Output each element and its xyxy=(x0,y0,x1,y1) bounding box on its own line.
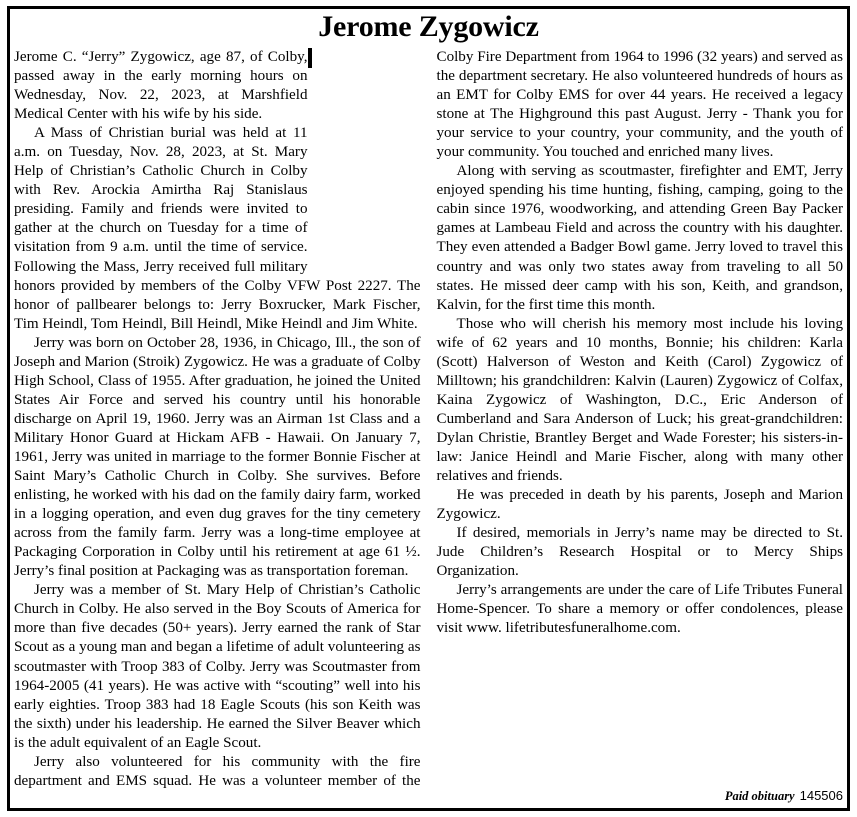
paragraph: Jerry also volunteered for his community with the fire department and EMS squad. He was a volunteer member of the Colby Fire Department from 1964 to 1996 (32 years) and served as the department secretary. He also volunteered hundreds of hours as an EMT for Colby EMS for over 44 years. He received a legacy stone at The Highground this past August. Jerry - Thank you for your service to your country, your community, and the youth of your community. You touched and enriched many lives. xyxy=(14,49,843,789)
paragraph: Those who will cherish his memory most include his loving wife of 62 years and 10 months, Bonnie; his children: Karla (Scott) Halverson of Weston and Keith (Carol) Zygowicz of Milltown; his grandchildren: Kalvin (Lauren) Zygowicz of Colfax, Kaina Zygowicz of Washington, D.C., Eric Anderson of Cumberland and Sara Anderson of Luck; his great-grandchildren: Dylan Christie, Brantley Berget and Wade Forester; his sisters-in-law: Janice Heindl and Marie Fischer, along with many other relatives and friends. xyxy=(436,315,843,485)
paragraph: Jerry was a member of St. Mary Help of Christian’s Catholic Church in Colby. He also served in the Boy Scouts of America for more than five decades (50+ years). Jerry earned the rank of Star Scout as a young man and began a lifetime of adult volunteering as scoutmaster with Troop 383 of Colby. Jerry was Scoutmaster from 1964-2005 (41 years). He was active with “scouting” well into his early eighties. Troop 383 had 18 Eagle Scouts (his son Keith was the sixth) under his leadership. He earned the Silver Beaver which is the adult equivalent of an Eagle Scout. xyxy=(14,582,421,751)
portrait-photo-image xyxy=(308,48,312,68)
paragraph: A Mass of Christian burial was held at 11 a.m. on Tuesday, Nov. 28, 2023, at St. Mary Help of Christian’s Catholic Church in Colby with Rev. Arockia Amirtha Raj Stanislaus presiding. Family and friends were invited to gather at the church on Tuesday for a time of visitation from 9 a.m. until the time of service. Following the Mass, Jerry received full military honors provided by members of the Colby VFW Post 2227. The honor of pallbearer belongs to: Jerry Boxrucker, Mark Fischer, Tim Heindl, Tom Heindl, Bill Heindl, Mike Heindl and Jim White. xyxy=(14,125,421,332)
paragraph: Jerry’s arrangements are under the care of Life Tributes Funeral Home-Spencer. To share a memory or offer condolences, please visit www. lifetributesfuneralhome.com. xyxy=(436,582,843,637)
paragraph: He was preceded in death by his parents, Joseph and Marion Zygowicz. xyxy=(436,487,843,523)
paragraph: If desired, memorials in Jerry’s name may be directed to St. Jude Children’s Research Hospital or to Mercy Ships Organization. xyxy=(436,525,843,580)
paragraph xyxy=(14,48,421,124)
obituary-reference-number: 145506 xyxy=(799,788,843,803)
portrait-photo-container xyxy=(308,49,421,264)
paid-obituary-label: Paid obituary xyxy=(724,789,795,803)
paragraph-text: Jerome C. “Jerry” Zygowicz, age 87, of Colby, passed away in the early morning hours on Wednesday, Nov. 22, 2023, at Marshfield Medical Center with his wife by his side. xyxy=(14,49,308,123)
page-content xyxy=(14,10,843,807)
footer xyxy=(725,787,843,805)
paragraph: Jerry was born on October 28, 1936, in Chicago, Ill., the son of Joseph and Marion (Stroik) Zygowicz. He was a graduate of Colby High School, Class of 1955. After graduation, he joined the United States Air Force and served his country until his honorable discharge on April 19, 1960. Jerry was an Airman 1st Class and a Military Honor Guard at Hickam AFB - Hawaii. On January 7, 1961, Jerry was united in marriage to the former Bonnie Fischer at Saint Mary’s Catholic Church in Colby. She survives. Before enlisting, he worked with his dad on the family dairy farm, worked in a logging operation, and even dug graves for the tiny cemetery across from the family farm. Jerry was a long-time employee at Packaging Corporation in Colby until his retirement at age 61 ½. Jerry’s final position at Packaging was as transportation foreman. xyxy=(14,334,421,580)
paragraph: Along with serving as scoutmaster, firefighter and EMT, Jerry enjoyed spending his time hunting, fishing, camping, going to the cabin since 1976, woodworking, and attending Green Bay Packer games at Lambeau Field and across the country with his daughter. They even attended a Badger Bowl game. Jerry loved to travel this country and was only two states away from traveling to all 50 states. He missed deer camp with his son, Keith, and grandson, Kalvin, for the first time this month. xyxy=(436,163,843,313)
page-title: Jerome Zygowicz xyxy=(318,10,539,43)
obituary-body-columns xyxy=(14,48,843,796)
